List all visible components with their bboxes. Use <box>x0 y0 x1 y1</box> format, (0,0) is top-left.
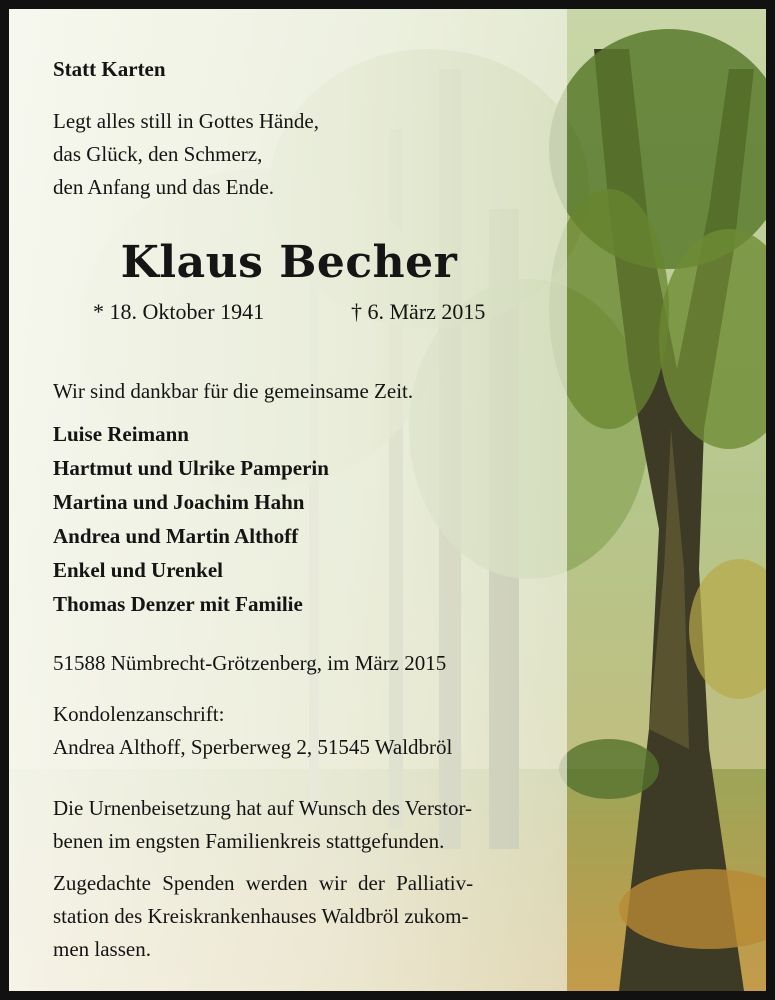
poem-line: Legt alles still in Gottes Hände, <box>53 109 319 133</box>
poem-line: das Glück, den Schmerz, <box>53 142 263 166</box>
condolence-label: Kondolenzanschrift: <box>53 702 225 726</box>
deceased-name: Klaus Becher <box>120 237 458 288</box>
donation-note-line: station des Kreiskrankenhauses Waldbröl zukom- <box>53 904 469 928</box>
thanks-line: Wir sind dankbar für die gemeinsame Zeit. <box>53 379 414 403</box>
mourner-name: Enkel und Urenkel <box>53 558 223 582</box>
mourner-name: Hartmut und Ulrike Pamperin <box>53 456 329 480</box>
burial-note-line: Die Urnenbeisetzung hat auf Wunsch des Verstor- <box>53 796 473 820</box>
header-label: Statt Karten <box>53 57 166 81</box>
donation-note-line: men lassen. <box>53 937 151 961</box>
condolence-address: Andrea Althoff, Sperberweg 2, 51545 Waldbröl <box>53 735 453 759</box>
donation-note-line: Zugedachte Spenden werden wir der Palliativ- <box>53 871 474 895</box>
mourner-name: Luise Reimann <box>53 422 189 446</box>
mourner-name: Thomas Denzer mit Familie <box>53 592 303 616</box>
poem-line: den Anfang und das Ende. <box>53 175 275 199</box>
place-date-line: 51588 Nümbrecht-Grötzenberg, im März 2015 <box>53 651 447 675</box>
mourner-name: Andrea und Martin Althoff <box>53 524 299 548</box>
birth-date: * 18. Oktober 1941 <box>93 299 265 324</box>
death-date: † 6. März 2015 <box>351 299 486 324</box>
burial-note-line: benen im engsten Familienkreis stattgefunden. <box>53 829 445 853</box>
mourner-name: Martina und Joachim Hahn <box>53 490 305 514</box>
